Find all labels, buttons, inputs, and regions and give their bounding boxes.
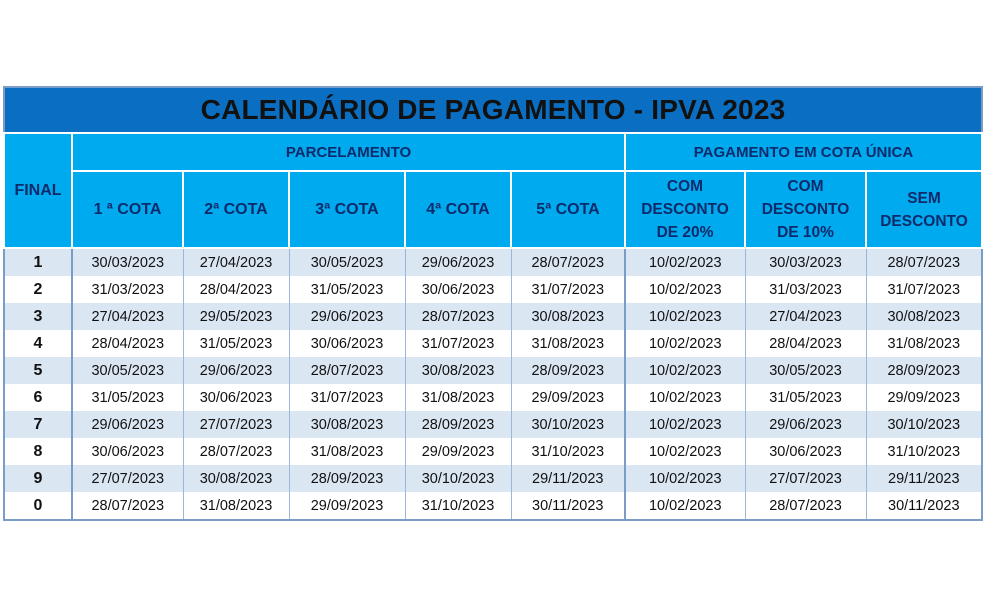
desconto-20-date: 10/02/2023 [625,303,745,330]
cota-2-date: 27/04/2023 [183,248,289,276]
sem-desconto-line-1: SEM [907,189,941,207]
cota-3-header: 3ª COTA [289,171,405,248]
cota-1-header: 1 ª COTA [72,171,183,248]
table-row [4,438,982,465]
sem-desconto-date: 28/09/2023 [866,357,982,384]
cota-3-date: 30/08/2023 [289,411,405,438]
desconto-10-date: 30/05/2023 [745,357,866,384]
cota-4-date: 31/08/2023 [405,384,511,411]
cota-2-date: 28/07/2023 [183,438,289,465]
cota-2-date: 30/06/2023 [183,384,289,411]
cota-1-date: 31/03/2023 [72,276,183,303]
cota-2-date: 31/05/2023 [183,330,289,357]
cota-4-date: 30/06/2023 [405,276,511,303]
final-digit: 4 [4,330,72,357]
cota-4-date: 31/07/2023 [405,330,511,357]
cota-5-date: 29/11/2023 [511,465,625,492]
cota-5-date: 28/07/2023 [511,248,625,276]
desconto-10-date: 31/05/2023 [745,384,866,411]
ipva-calendar [3,86,981,521]
final-digit: 8 [4,438,72,465]
final-digit: 6 [4,384,72,411]
final-digit: 1 [4,248,72,276]
desconto-10-date: 31/03/2023 [745,276,866,303]
desconto-10-date: 28/07/2023 [745,492,866,520]
desconto-20-date: 10/02/2023 [625,438,745,465]
cota-2-date: 27/07/2023 [183,411,289,438]
desconto-10-date: 29/06/2023 [745,411,866,438]
cota-3-date: 29/09/2023 [289,492,405,520]
cota-4-date: 28/09/2023 [405,411,511,438]
sem-desconto-line-2: DESCONTO [880,212,968,230]
desconto-20-date: 10/02/2023 [625,411,745,438]
desconto-10-line-1: COM [787,178,824,195]
cota-3-date: 30/06/2023 [289,330,405,357]
cota-1-date: 29/06/2023 [72,411,183,438]
cota-4-date: 31/10/2023 [405,492,511,520]
payment-calendar-table [3,86,983,521]
table-row [4,248,982,276]
sem-desconto-date: 30/10/2023 [866,411,982,438]
final-digit: 7 [4,411,72,438]
final-digit: 3 [4,303,72,330]
desconto-10-date: 27/07/2023 [745,465,866,492]
desconto-10-header [745,171,866,248]
sem-desconto-date: 31/07/2023 [866,276,982,303]
cota-3-date: 28/09/2023 [289,465,405,492]
cota-1-date: 30/05/2023 [72,357,183,384]
desconto-20-date: 10/02/2023 [625,276,745,303]
sem-desconto-date: 29/11/2023 [866,465,982,492]
cota-4-date: 29/09/2023 [405,438,511,465]
table-row [4,357,982,384]
sem-desconto-date: 31/10/2023 [866,438,982,465]
final-digit: 9 [4,465,72,492]
desconto-10-date: 30/06/2023 [745,438,866,465]
desconto-10-line-3: DE 10% [777,224,834,241]
sem-desconto-date: 30/11/2023 [866,492,982,520]
cota-1-date: 31/05/2023 [72,384,183,411]
page-title: CALENDÁRIO DE PAGAMENTO - IPVA 2023 [4,87,982,133]
calendar-rows [4,248,982,520]
desconto-10-date: 27/04/2023 [745,303,866,330]
desconto-20-date: 10/02/2023 [625,357,745,384]
cota-3-date: 31/08/2023 [289,438,405,465]
cota-1-date: 28/07/2023 [72,492,183,520]
table-row [4,303,982,330]
desconto-10-date: 28/04/2023 [745,330,866,357]
table-row [4,465,982,492]
desconto-10-date: 30/03/2023 [745,248,866,276]
cota-4-date: 29/06/2023 [405,248,511,276]
sem-desconto-date: 30/08/2023 [866,303,982,330]
cota-5-date: 30/11/2023 [511,492,625,520]
cota-2-header: 2ª COTA [183,171,289,248]
desconto-20-date: 10/02/2023 [625,465,745,492]
parcelamento-header: PARCELAMENTO [72,133,625,171]
sem-desconto-date: 28/07/2023 [866,248,982,276]
cota-2-date: 31/08/2023 [183,492,289,520]
desconto-10-line-2: DESCONTO [761,201,850,218]
final-digit: 5 [4,357,72,384]
desconto-20-header [625,171,745,248]
table-row [4,330,982,357]
cota-5-date: 31/07/2023 [511,276,625,303]
table-row [4,492,982,520]
desconto-20-line-3: DE 20% [656,224,714,241]
final-header: FINAL [4,133,72,248]
desconto-20-date: 10/02/2023 [625,330,745,357]
desconto-20-date: 10/02/2023 [625,492,745,520]
cota-4-date: 30/08/2023 [405,357,511,384]
cota-1-date: 30/03/2023 [72,248,183,276]
cota-5-date: 30/08/2023 [511,303,625,330]
sem-desconto-header [866,171,982,248]
desconto-20-date: 10/02/2023 [625,384,745,411]
cota-2-date: 29/05/2023 [183,303,289,330]
cota-1-date: 27/04/2023 [72,303,183,330]
cota-4-header: 4ª COTA [405,171,511,248]
cota-1-date: 27/07/2023 [72,465,183,492]
cota-5-header: 5ª COTA [511,171,625,248]
cota-2-date: 29/06/2023 [183,357,289,384]
table-row [4,384,982,411]
cota-5-date: 29/09/2023 [511,384,625,411]
final-digit: 0 [4,492,72,520]
cota-unica-header: PAGAMENTO EM COTA ÚNICA [625,133,982,171]
desconto-20-line-2: DESCONTO [641,201,729,218]
table-row [4,411,982,438]
table-row [4,276,982,303]
cota-3-date: 31/07/2023 [289,384,405,411]
desconto-20-date: 10/02/2023 [625,248,745,276]
cota-2-date: 28/04/2023 [183,276,289,303]
cota-3-date: 30/05/2023 [289,248,405,276]
cota-4-date: 28/07/2023 [405,303,511,330]
cota-5-date: 31/10/2023 [511,438,625,465]
cota-1-date: 28/04/2023 [72,330,183,357]
cota-4-date: 30/10/2023 [405,465,511,492]
cota-3-date: 31/05/2023 [289,276,405,303]
desconto-20-line-1: COM [666,178,704,195]
sem-desconto-date: 29/09/2023 [866,384,982,411]
final-digit: 2 [4,276,72,303]
sem-desconto-date: 31/08/2023 [866,330,982,357]
cota-5-date: 28/09/2023 [511,357,625,384]
cota-3-date: 29/06/2023 [289,303,405,330]
cota-1-date: 30/06/2023 [72,438,183,465]
cota-5-date: 31/08/2023 [511,330,625,357]
cota-2-date: 30/08/2023 [183,465,289,492]
cota-3-date: 28/07/2023 [289,357,405,384]
cota-5-date: 30/10/2023 [511,411,625,438]
